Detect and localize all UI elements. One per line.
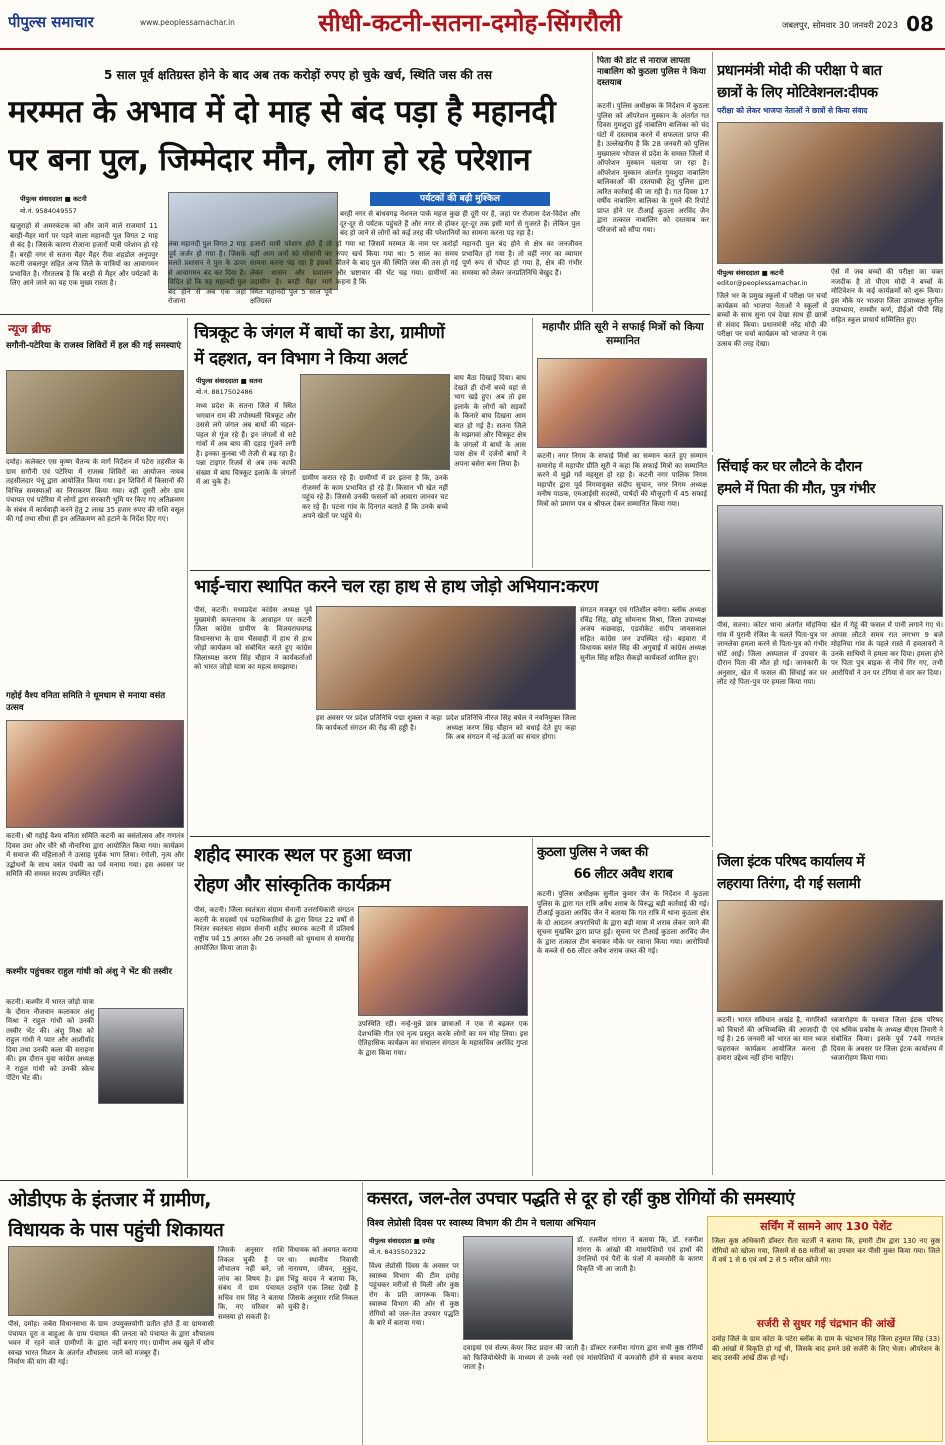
- tiger-col-2: ग्रामीण करात रहे हैं। ग्रामीणों में डर इतना है कि, उनके रोजमर्रा के काम प्रभावित हो रहे हैं। किसान भी खेत नहीं पहुंच रहे हैं। जिससे उनकी फसलों को आवारा जानवर चट कर रहे हैं। पटना गांव के दिनगत बताते हैं कि उनके बच्चे अपने खेतों पर पहुंचे थे।: [302, 474, 448, 520]
- tiger-mobile: मो.नं. 8817502486: [196, 388, 253, 396]
- brief-2-text: कटनी। श्री गहोई वैश्य वनिता समिति कटनी का बसंतोत्सव और गणतंत्र दिवस उमा और चौरे श्री नौनारिया द्वारा आयोजित किया गया। कार्यक्रम में समाज की महिलाओं ने उत्साह पूर्वक भाग लिया। रंगोली, नृत्य और उद्बोधनों के साथ वसंत पंचमी का पर्व मनाया गया। इस अवसर पर समिति की समस्त सदस्य उपस्थित रहीं।: [6, 832, 184, 878]
- tourist-box-text: बरही नगर से बांधवगढ़ नेशनल पार्क महज कुछ ही दूरी पर है, जहां पर रोजाना देश-विदेश और दूर-दूर से पर्यटक पहुंचते हैं और नगर से होकर दूर-दूर तक इसी मार्ग से गुजरते हैं। लेकिन पुल बंद हो जाने से लोगों को कई तरह की परेशानियों का सामना करना पड़ रहा है।: [340, 210, 580, 237]
- irrigation-story: [712, 455, 945, 847]
- lead-headline-1: मरम्मत के अभाव में दो माह से बंद पड़ा है महानदी: [8, 94, 556, 130]
- shaheed-headline-2: रोहण और सांस्कृतिक कार्यक्रम: [194, 875, 391, 896]
- lead-col-2: लंबा महानदी पुल विगत 2 माह पूर्व जर्जर हो गया है। जिसके चलते प्रशासन ने पुल के ऊपर से आवागमन बंद कर दिया है। विदित हो कि यह महानदी पुल बंद होने से अब एक जहां रोजाना: [168, 240, 246, 305]
- congress-col-3: संगठन मजबूत एवं गतिशील बनेगा। ब्लॉक अध्यक्ष रविंद्र सिंह, छोटू सोमनाथ मिश्रा, जिला उपाध्यक्ष अजय कछवाहा, एडवोकेट संदीप जायसवाल सहित कांग्रेस जन उपस्थित रहे। बड़वारा में विधायक बसंत सिंह की अगुवाई में कांग्रेस अध्यक्ष सुनील सिंह सहित सैकड़ों कार्यकर्ता शामिल हुए।: [580, 606, 706, 662]
- tourist-box-title: पर्यटकों की बढ़ी मुश्किल: [370, 192, 550, 206]
- odf-col-3: जिसके अनुसार राशि निकल चुकी है पर शौचालय नहीं बने, जो जांच का विषय है। इस संबंध में ग्राम पंचायत सचिव राम सिंह ने बताया कि, नए परिवार को समस्या हो सकती है।: [218, 1246, 284, 1321]
- leprosy-kicker: विश्व लेप्रोसी दिवस पर स्वास्थ्य विभाग की टीम ने चलाया अभियान: [367, 1218, 596, 1229]
- intuc-headline-1: जिला इंटक परिषद कार्यालय में: [717, 854, 865, 870]
- irrigation-col-2: खेत में गेहूं की फसल में पानी लगाने गए थे। आपस लौटते समय रात लगभग 9 बजे मोहनिया गांव के पहले रास्ते में हमलावरों ने उनके साथियों ने हमला कर दिया। हमला होने पर पिता पुत्र बाइक से नीचे गिर गए, तभी आरोपियों ने उन पर टंगिया से वार कर दिया।: [831, 621, 943, 677]
- intuc-col-2: ध्वजारोहण के पश्चात जिला इंटक परिषद एवं श्रमिक प्रकोष्ठ के अध्यक्ष बीएस तिवारी ने संबोधित किया। इसके पूर्व 74वें गणतंत्र दिवस के अवसर पर जिला इंटक कार्यालय में ध्वजारोहण किया गया।: [831, 1016, 943, 1062]
- divider: [190, 836, 710, 837]
- brief-3-text: कटनी। कश्मीर में भारत जोड़ो यात्रा के दौरान नौजवान कलाकार अंशु मिश्रा ने राहुल गांधी को उनकी तस्वीर भेंट की। अंशु मिश्रा को राहुल गांधी ने प्यार और आशीर्वाद दिया तथा उनकी कला की सराहना की। इस दौरान युवा कांग्रेस अध्यक्ष ने राहुल गांधी को उनकी स्केच पेंटिंग भेंट की।: [6, 998, 94, 1082]
- leprosy-col-3: दवाइयां एवं सेल्फ केयर किट प्रदान की जाती है। डॉक्टर रजनीश गांगरा द्वारा सभी कुष्ठ रोगियों को फिजियोथेरेपी के माध्यम से उनके नसों एवं मांसपेशियों में कमजोरी होने से बचाव कराया जाता है।: [463, 1344, 703, 1371]
- odf-headline-1: ओडीएफ के इंतजार में ग्रामीण,: [8, 1189, 211, 1211]
- tiger-col-1: मध्य प्रदेश के सतना जिले में स्थित भगवान राम की तपोस्थली चित्रकूट और उससे लगे जंगल अब बाघों की चहल-पहल से गूंज रहे हैं। इन जंगलों से सटे गांवों में अब बाघ की दहाड़ गूंजने लगी है। इनका कुनबा भी तेजी से बढ़ रहा है। पन्ना टाइगर रिजर्व से अब तक काफी संख्या में बाघ चित्रकूट इलाके के जंगलों में आ चुके हैं।: [196, 402, 296, 486]
- missing-girl-headline: पिता की डांट से नाराज लापता नाबालिग को कुठला पुलिस ने किया दस्तयाब: [597, 56, 706, 88]
- tiger-col-3: बाघ बैठा दिखाई दिया। बाघ देखते ही दोनों बच्चे वहां से भाग खड़े हुए। अब तो इस इलाके के लोगों को सड़कों के किनारे बाघ दिखना आम बात हो गई है। सतना जिले के मझगवां और चित्रकूट क्षेत्र के जंगलों में बाघों के आस पास क्षेत्र में दर्जनों बाघों ने अपना बसेरा बना लिया है।: [454, 374, 526, 468]
- leprosy-sidebar: [707, 1216, 943, 1442]
- modi-col-1: जिले भर के प्रमुख स्कूलों में परीक्षा पर चर्चा कार्यक्रम को भाजपा नेताओं ने स्कूलों में बच्चों के साथ सुना एवं देखा साथ ही छात्रों से संवाद किया। प्रधानमंत्री नरेंद्र मोदी की परीक्षा पर चर्चा कार्यक्रम को भाजपा ने एक उत्सव की तरह देखा।: [717, 292, 827, 348]
- mahapaur-story: [532, 318, 710, 568]
- brief-2-photo: [6, 720, 184, 828]
- lead-col-4: हो गया था जिसमें मरम्मत के नाम पर करोड़ों रुपए खर्च किया गया था। 5 साल का समय बीतने के बाद पुल की स्थिति जस की तस हो गई और भ्रष्टाचार की भेंट चढ़ गया। ग्रामीणों का कहना है कि: [336, 240, 458, 286]
- odf-headline-2: विधायक के पास पहुंची शिकायत: [8, 1219, 224, 1241]
- intuc-headline-2: लहराया तिरंगा, दी गई सलामी: [717, 876, 861, 892]
- lead-col-3: हजारों यात्री परेशान होते हैं तो वहीं आम जनों को परेशानी का सामना करना पड़ रहा है इसको लेकर शासन और प्रशासन उदासीन है। बरही मैहर मार्ग स्थित महानदी पुल 5 साल पूर्व क्षतिग्रस्त: [250, 240, 332, 305]
- shaheed-col-2: उपस्थिति रही। नन्हे-मुन्ने छात्र छात्राओं ने एक से बढ़कर एक देशभक्ति गीत एवं नृत्य प्रस्तुत करके लोगों का मन मोह लिया। इस ऐतिहासिक कार्यक्रम का संचालन संगठन के महासचिव अरविंद गुप्ता के द्वारा किया गया।: [358, 1020, 528, 1057]
- page-number: 08: [906, 12, 934, 36]
- missing-girl-body: कटनी। पुलिस अधीक्षक के निर्देशन में कुठला पुलिस को ऑपरेशन मुस्कान के अंतर्गत गत दिवस गुमशुदा हुई नाबालिग बालिका को चंद घंटों में दस्तयाब करने में सफलता प्राप्त की है। उल्लेखनीय है कि 28 जनवरी को पुलिस मुख्यालय भोपाल से प्रदेश के समस्त जिलों में ऑपरेशन मुस्कान चलाया जा रहा है। ऑपरेशन मुस्कान अंतर्गत गुमशुदा नाबालिग बालिकाओं की दस्तयाबी हेतु पुलिस द्वारा त्वरित कार्रवाई की जा रही है। गत दिवस 17 वर्षीय नाबालिग बालिका के गुमने की रिपोर्ट प्राप्त होने पर टीआई कुठला अरविंद जैन द्वारा तत्काल नाबालिग को दस्तयाब कर परिजनों को सौंपा गया।: [597, 102, 709, 234]
- leprosy-mobile: मो.नं. 8435502322: [369, 1248, 426, 1256]
- odf-story: [0, 1182, 360, 1445]
- shaheed-col-1: पीसं, कटनी। जिला स्वतंत्रता संग्राम सेनानी उत्तराधिकारी संगठन कटनी के सदस्यों एवं पदाधिकारियों के द्वारा विगत 22 वर्षों से निरंतर स्वतंत्रता संग्राम सेनानी शहीद स्मारक कटनी में प्रतिवर्ष राष्ट्रीय पर्व 15 अगस्त और 26 जनवरी को धूमधाम से समारोह आयोजित किया जाता है।: [194, 906, 354, 952]
- tiger-byline: पीपुल्स संवाददाता ■ सतना: [196, 377, 263, 385]
- modi-col-2: ऐसे में जब बच्चों की परीक्षा का वक्त नजदीक है तो पीएम मोदी ने बच्चों के मोटिवेशन के कई कार्यक्रमों को शुरू किया। इस मौके पर भाजपा जिला उपाध्यक्ष सुनील उपाध्याय, रामवीर कर्ण, डीईओ पीपी सिंह सहित स्कूल प्राचार्य सम्मिलित हुए।: [831, 268, 943, 324]
- lead-col-1: खजुराहो से अमरकंटक को और जाने वाले राजमार्ग 11 बरही-मैहर मार्ग पर पड़ने वाला महानदी पुल विगत 2 माह से बंद है। जिसके कारण रोजाना हजारों यात्री परेशान हो रहे हैं। बरही नगर से सतना मैहर मैहर रीवा शहडोल अनूपपुर कटनी जबलपुर सहित अन्य जिले के यात्रियों का आवागमन प्रभावित है। गौरतलब है कि बरही से मैहर और पर्यटकों के लिए आने जाने का यह एक मुख्य रास्ता है।: [10, 222, 158, 287]
- leprosy-side-text-2: दमोह जिले के ग्राम कोटा के पटेरा ब्लॉक के ग्राम के चंद्रभान सिंह जिला हनुमत सिंह (33) की आंखों में विकृति हो गई थी, जिसके बाद हमने उसे सर्जरी के लिए भेजा। ऑपरेशन के बाद उसकी आंखें ठीक हो गईं।: [712, 1335, 940, 1362]
- lead-headline-2: पर बना पुल, जिम्मेदार मौन, लोग हो रहे परेशान: [8, 142, 531, 178]
- modi-headline-2: छात्रों के लिए मोटिवेशनल:दीपक: [717, 85, 878, 101]
- missing-girl-story: [592, 52, 710, 312]
- leprosy-story: [362, 1182, 945, 1445]
- news-brief-label: न्यूज ब्रीफ: [8, 322, 51, 336]
- congress-story: [190, 572, 710, 834]
- odf-col-2: उपयुक्तयोगी प्रतीत होते हैं या ग्रामवासी की जनता को पंचायत के द्वारा शौचालय नहीं बनाए गए। ग्रामीण अब खुले में शौच जाने को मजबूर हैं।: [112, 1320, 214, 1357]
- modi-headline-1: प्रधानमंत्री मोदी की परीक्षा पे बात: [717, 63, 882, 79]
- odf-photo: [8, 1246, 214, 1316]
- leprosy-byline: पीपुल्स संवाददाता ■ दमोह: [369, 1237, 435, 1245]
- divider: [0, 1180, 945, 1181]
- modi-story: [712, 52, 945, 452]
- mahapaur-photo: [537, 358, 707, 448]
- lead-kicker: 5 साल पूर्व क्षतिग्रस्त होने के बाद अब तक करोड़ों रुपए हो चुके खर्च, स्थिति जस की तस: [104, 68, 492, 82]
- irrigation-headline-2: हमले में पिता की मौत, पुत्र गंभीर: [717, 481, 876, 497]
- leprosy-photo: [463, 1236, 573, 1340]
- congress-col-2: प्रदेश प्रतिनिधि नीरज सिंह बघेल ने नवनियुक्त जिला अध्यक्ष करण सिंह चौहान को बधाई देते हुए कहा कि अब संगठन में नई ऊर्जा का संचार होगा।: [446, 714, 576, 741]
- irrigation-photo: [717, 505, 943, 617]
- tiger-story: [190, 318, 528, 568]
- kuthla-body: कटनी। पुलिस अधीक्षक सुनील कुमार जैन के निर्देशन में कुठला पुलिस के द्वारा गत रात्रि अवैध शराब के विरुद्ध बड़ी कार्रवाई की गई। टीआई कुठला अरविंद जैन ने बताया कि गत रात्रि में थाना कुठला क्षेत्र के दो आदतन अपराधियों के द्वारा बड़ी मात्रा में शराब लेकर जाने की सूचना मुखबिर द्वारा प्राप्त हुई। सूचना पर टीआई कुठला अरविंद जैन के द्वारा तत्काल टीम बनाकर मौके पर रवाना किया गया। आरोपियों के कब्जे से 66 लीटर अवैध शराब जब्त की गई।: [537, 890, 709, 955]
- tiger-headline-1: चित्रकूट के जंगल में बाघों का डेरा, ग्रामीणों: [194, 323, 445, 343]
- irrigation-col-1: पीसं, सतना। कोटर थाना अंतर्गत मोहनिया गांव में पुरानी रंजिश के चलते पिता-पुत्र पर जानलेवा हमला करने से पिता-पुत्र को गंभीर चोटें आईं। जिला अस्पताल में उपचार के दौरान पिता की मौत हो गई। जानकारी के अनुसार, खेत में फसल की सिंचाई कर घर लौट रहे पिता-पुत्र पर हमला किया गया।: [717, 621, 827, 686]
- brief-1-title: सगौनी-पटेरिया के राजस्व शिविरों में हल की गई समस्याएं: [6, 341, 181, 351]
- intuc-photo: [717, 900, 943, 1012]
- date: जबलपुर, सोमवार 30 जनवरी 2023: [781, 21, 898, 31]
- shaheed-headline-1: शहीद स्मारक स्थल पर हुआ ध्वजा: [194, 845, 411, 866]
- tiger-headline-2: में दहशत, वन विभाग ने किया अलर्ट: [194, 349, 407, 369]
- leprosy-side-title: सर्चिंग में सामने आए 130 पेशेंट: [760, 1220, 892, 1233]
- congress-col-1: पीसं, कटनी। मध्यप्रदेश कांग्रेस अध्यक्ष पूर्व मुख्यमंत्री कमलनाथ के आवाहन पर कटनी जिला कांग्रेस ग्रामीण के विजयराघवगढ़ विधानसभा के ग्राम भैंसवाही में हाथ से हाथ जोड़ो कार्यक्रम को संबोधित करते हुए कांग्रेस जिलाध्यक्ष करण सिंह चौहान ने कार्यकर्ताओं को भारत जोड़ो यात्रा का महत्व समझाया।: [194, 606, 312, 671]
- modi-byline: पीपुल्स संवाददाता ■ कटनी: [717, 269, 784, 277]
- mahapaur-body: कटनी। नगर निगम के सफाई मित्रों का सम्मान करते हुए सम्मान समारोह में महापौर प्रीति सूरी ने कहा कि सफाई मित्रों का सम्मानित करने में मुझे गर्व महसूस हो रहा है। कटनी नगर पालिक निगम महापौर द्वारा पूर्व निगमायुक्त संदीप सुचान, नगर निगम अध्यक्ष मनीष पाठक, एमआईसी सदस्यों, पार्षदों की मौजूदगी में 45 सफाई मित्रों को प्रमाण पत्र व श्रीफल देकर सम्मानित किया गया।: [537, 452, 707, 508]
- brief-3-title: कश्मीर पहुंचकर राहुल गांधी को अंशु ने भेंट की तस्वीर: [6, 967, 172, 977]
- shaheed-story: [190, 838, 530, 1176]
- leprosy-col-2: डॉ. रजनीश गांगरा ने बताया कि, डॉ. रजनीश गांगरा के आंखों की मांसपेशियों एवं हाथों की उंगलियों एवं पैरों के पंजों में कमजोरी के कारण विकृति भी आ जाती है।: [577, 1236, 703, 1273]
- brief-2-title: गहोई वैश्य वनिता समिति ने धूमधाम से मनाया वसंत उत्सव: [6, 691, 166, 713]
- lead-col-5: महानदी पुल बंद होने से क्षेत्र का जनजीवन प्रभावित हो गया है। तो वहीं नगर का व्यापार पूर्ण रूप से चौपट हो गया है, क्षेत्र की गंभीर समस्या को लेकर जनप्रतिनिधि बेखुद हैं।: [462, 240, 582, 277]
- kuthla-story: [532, 838, 710, 1176]
- intuc-col-1: कटनी। भारत सविधान अखंड है, नागरिकों को विचारों की अभिव्यक्ति की आजादी दी गई है। 26 जनवरी को भारत का मान ध्वज फहराकर कार्यक्रम आयोजित करना ही हमारा उद्देश्य नहीं होना चाहिए।: [717, 1016, 827, 1062]
- intuc-story: [712, 850, 945, 1175]
- divider: [0, 314, 710, 315]
- lead-byline: पीपुल्स संवाददाता ■ कटनी: [20, 195, 87, 203]
- leprosy-headline: कसरत, जल-तेल उपचार पद्धति से दूर हो रहीं कुष्ठ रोगियों की समस्याएं: [367, 1189, 795, 1209]
- shaheed-photo: [358, 906, 528, 1016]
- brief-3-photo: [98, 1008, 184, 1104]
- brief-1-photo: [6, 370, 184, 454]
- news-brief: [0, 318, 188, 1178]
- odf-col-4: विधायक को अवगत कराया था। स्थानीय निवासी नारायण, जीवन, मुकुंद, भिंडू यादव ने बताया कि, उन्होंने एक लिस्ट देखी है जिसके अनुसार राशि निकल चुकी है।: [288, 1246, 358, 1311]
- edition-title: सीधी-कटनी-सतना-दमोह-सिंगरौली: [318, 9, 622, 37]
- mahapaur-headline: महापौर प्रीति सूरी ने सफाई मित्रों को किया सम्मानित: [542, 321, 704, 347]
- kuthla-headline-2: 66 लीटर अवैध शराब: [573, 867, 673, 882]
- modi-photo: [717, 122, 943, 264]
- tiger-photo: [300, 374, 450, 470]
- logo: पीपुल्स समाचार: [8, 13, 94, 31]
- divider: [190, 570, 710, 571]
- congress-headline: भाई-चारा स्थापित करने चल रहा हाथ से हाथ जोड़ो अभियान:करण: [194, 577, 598, 597]
- congress-caption: इस अवसर पर प्रदेश प्रतिनिधि पद्मा शुक्ला ने कहा कि कार्यकर्ता संगठन की रीढ़ की हड्डी है।: [316, 714, 442, 732]
- odf-col-1: पीसं, दमोह। जबेरा विधानसभा के ग्राम पंचायत दूरा व बाहुआ के ग्राम पंचायत भवन में रहने वाले ग्रामीणों के द्वारा स्वच्छ भारत मिशन के अंतर्गत शौचालय निर्माण की मांग की गई।: [8, 1320, 108, 1366]
- modi-email: editor@peoplessamachar.in: [717, 279, 808, 287]
- congress-photo: [316, 606, 576, 710]
- masthead: [0, 0, 945, 50]
- kuthla-headline-1: कुठला पुलिस ने जब्त की: [537, 845, 648, 860]
- website: www.peoplessamachar.in: [140, 18, 235, 27]
- irrigation-headline-1: सिंचाई कर घर लौटने के दौरान: [717, 459, 862, 475]
- lead-mobile: मो.नं. 9584049557: [20, 207, 77, 215]
- brief-1-text: दमोह। कलेक्टर एस कृष्ण चैतन्य के मार्ग निर्देशन में पटेरा तहसील के ग्राम सगौनी एवं पटेरिया में राजस्व शिविरों का आयोजन नायब तहसीलदार पंचू द्वारा आयोजित किया गया। इन शिविरों में किसानों की विभिन्न समस्याओं का निराकरण किया गया। वहीं दूसरी ओर ग्राम पंचायत एवं पटेरिया में लोगों द्वारा सरकारी भूमि पर किए गए अतिक्रमण के संबंध में कार्यवाही करने हेतु 2 लाख 35 हजार रुपए की राशि वसूल की गई तथा सीधा ही इन अतिक्रमण को हटाने के निर्देश दिए गए।: [6, 458, 184, 523]
- leprosy-side-text: जिला कुष्ठ अधिकारी डॉक्टर रीता चटर्जी ने बताया कि, हमारी टीम द्वारा 130 नए कुष्ठ रोगियों को खोजा गया, जिसमें से 68 मरीजों का उपचार कर पीसी मुक्त किया गया। जिले में वर्ष 1 से 6 एवं वर्ष 2 से 5 मरीज खोजे गए।: [712, 1237, 940, 1264]
- leprosy-col-1: विश्व लेप्रोसी दिवस के अवसर पर स्वास्थ्य विभाग की टीम दमोह पहुंचकर मरीजों से मिली और कुष्ठ रोग के प्रति जागरूक किया। स्वास्थ्य विभाग की ओर से कुष्ठ रोगियों को जल-तेल उपचार पद्धति के बारे में बताया गया।: [369, 1262, 459, 1327]
- modi-kicker: परीक्षा को लेकर भाजपा नेताओं ने छात्रों से किया संवाद: [717, 106, 868, 115]
- leprosy-side-title-2: सर्जरी से सुधर गई चंद्रभान की आंखें: [756, 1318, 896, 1330]
